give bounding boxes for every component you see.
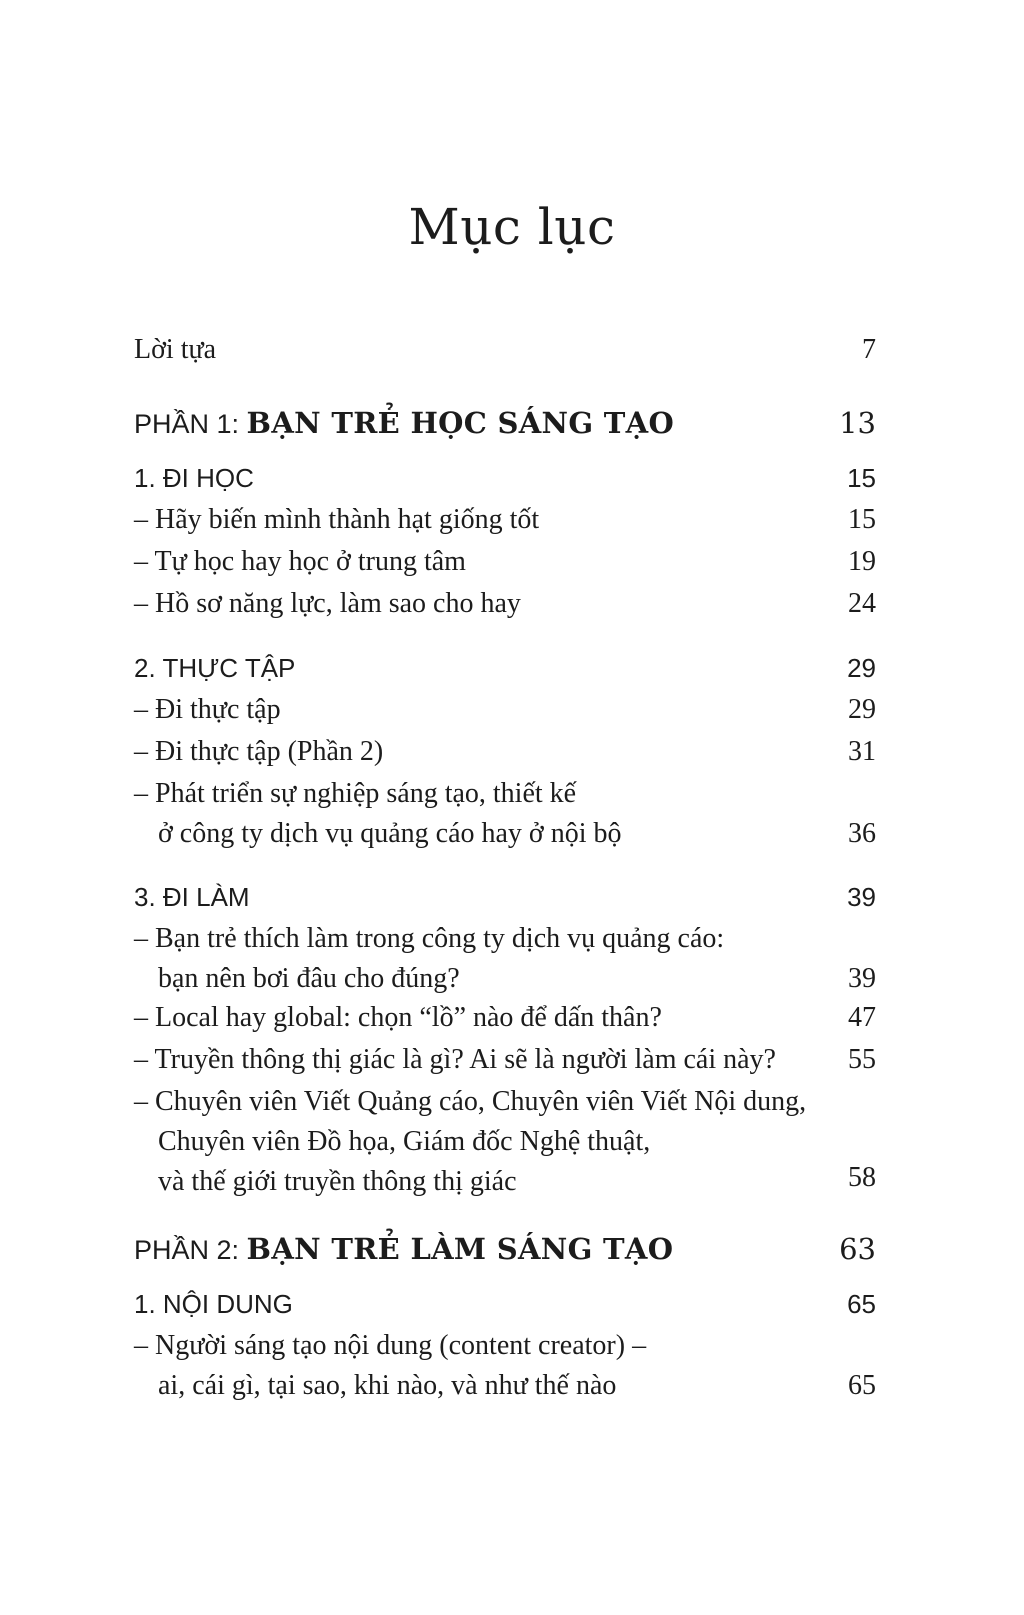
entry-line: – Đi thực tập (Phần 2) — [134, 736, 384, 767]
toc-page-number: 47 — [848, 1002, 876, 1033]
entry-line: và thế giới truyền thông thị giác — [158, 1166, 517, 1197]
entry-line: ở công ty dịch vụ quảng cáo hay ở nội bộ — [158, 818, 622, 849]
entry-line: – Chuyên viên Viết Quảng cáo, Chuyên viên Viết Nội dung, — [134, 1086, 807, 1117]
entry-line: – Truyền thông thị giác là gì? Ai sẽ là người làm cái này? — [134, 1044, 776, 1075]
toc-page-number: 7 — [862, 334, 876, 365]
part-title: BẠN TRẺ HỌC SÁNG TẠO — [246, 406, 675, 440]
entry-line: – Local hay global: chọn “lồ” nào để dấn thân? — [134, 1002, 662, 1033]
entry-line: bạn nên bơi đâu cho đúng? — [158, 963, 460, 994]
toc-page-number: 63 — [839, 1232, 876, 1266]
entry-line: Chuyên viên Đồ họa, Giám đốc Nghệ thuật, — [158, 1126, 651, 1157]
toc-page-number: 55 — [848, 1044, 876, 1075]
page-title: Mục lục — [408, 198, 616, 256]
toc-page-number: 58 — [848, 1162, 876, 1193]
entry-line: – Người sáng tạo nội dung (content creator) – — [134, 1330, 647, 1361]
toc-page-number: 65 — [848, 1370, 876, 1401]
entry-line: – Hãy biến mình thành hạt giống tốt — [134, 504, 540, 535]
part-label: PHẦN 1: — [134, 409, 247, 439]
part-label: PHẦN 2: — [134, 1235, 247, 1265]
chapter-label: 3. ĐI LÀM — [134, 882, 250, 912]
entry-line: ai, cái gì, tại sao, khi nào, và như thế nào — [158, 1370, 617, 1401]
toc-page-number: 15 — [848, 504, 876, 535]
toc-page-number: 13 — [839, 406, 876, 440]
entry-line: – Phát triển sự nghiệp sáng tạo, thiết kế — [134, 778, 577, 809]
toc-page-number: 39 — [848, 963, 876, 994]
toc-page-number: 31 — [848, 736, 876, 767]
toc-page-number: 24 — [848, 588, 876, 619]
chapter-label: 1. NỘI DUNG — [134, 1289, 293, 1319]
part-title: BẠN TRẺ LÀM SÁNG TẠO — [246, 1232, 674, 1266]
entry-line: – Hồ sơ năng lực, làm sao cho hay — [134, 588, 521, 619]
chapter-label: 1. ĐI HỌC — [134, 463, 254, 493]
toc-page-number: 29 — [847, 653, 876, 683]
entry-line: – Đi thực tập — [134, 694, 281, 725]
toc-page-number: 65 — [847, 1289, 876, 1319]
toc-page-number: 15 — [847, 463, 876, 493]
toc-page-number: 39 — [847, 882, 876, 912]
entry-line: – Bạn trẻ thích làm trong công ty dịch vụ quảng cáo: — [134, 923, 725, 954]
toc-page-number: 36 — [848, 818, 876, 849]
entry-line: – Tự học hay học ở trung tâm — [134, 546, 466, 577]
toc-page-number: 19 — [848, 546, 876, 577]
chapter-label: 2. THỰC TẬP — [134, 653, 296, 683]
toc-entry-label: Lời tựa — [134, 334, 217, 365]
toc-page-number: 29 — [848, 694, 876, 725]
